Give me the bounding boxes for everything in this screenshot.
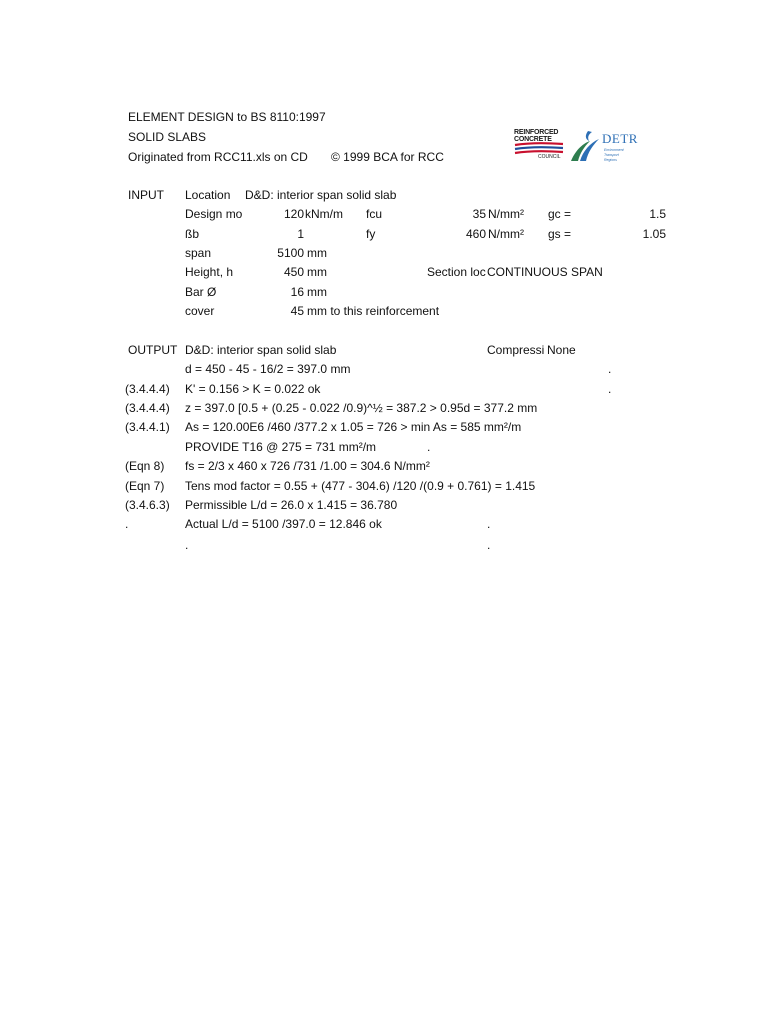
cell-marker: . bbox=[608, 362, 612, 376]
calculation-line: Actual L/d = 5100 /397.0 = 12.846 ok bbox=[185, 517, 382, 531]
cover-unit: mm to this reinforcement bbox=[307, 304, 440, 318]
fy-value: 460 bbox=[465, 227, 486, 241]
clause-reference: (3.4.4.4) bbox=[125, 401, 170, 415]
calculation-line: z = 397.0 [0.5 + (0.25 - 0.022 /0.9)^½ = 387.2 > 0.95d = 377.2 mm bbox=[185, 401, 538, 415]
clause-reference: (3.4.6.3) bbox=[125, 498, 170, 512]
fy-unit: N/mm² bbox=[488, 227, 524, 241]
clause-reference: (Eqn 7) bbox=[125, 479, 165, 493]
calculation-line: Tens mod factor = 0.55 + (477 - 304.6) /120 /(0.9 + 0.761) = 1.415 bbox=[185, 479, 536, 493]
span-unit: mm bbox=[307, 246, 327, 260]
calculation-line: . bbox=[185, 538, 189, 552]
cell-marker: . bbox=[427, 440, 431, 454]
height-value: 450 bbox=[283, 265, 304, 279]
design-moment-label: Design mo bbox=[185, 207, 243, 221]
detr-logo bbox=[568, 128, 648, 164]
gc-value: 1.5 bbox=[649, 207, 666, 221]
detr-logo-sub-3: Regions bbox=[604, 158, 617, 162]
origin-note: Originated from RCC11.xls on CD bbox=[128, 150, 308, 164]
location-value: D&D: interior span solid slab bbox=[245, 188, 397, 202]
gs-label: gs = bbox=[548, 227, 572, 241]
detr-logo-word: DETR bbox=[602, 131, 638, 146]
clause-reference: (3.4.4.1) bbox=[125, 420, 170, 434]
section-location-label: Section loc bbox=[427, 265, 486, 279]
calculation-line: PROVIDE T16 @ 275 = 731 mm²/m bbox=[185, 440, 377, 454]
rcc-logo-line-1: REINFORCED bbox=[514, 129, 559, 136]
calculation-line: Permissible L/d = 26.0 x 1.415 = 36.780 bbox=[185, 498, 398, 512]
clause-reference: (3.4.4.4) bbox=[125, 382, 170, 396]
clause-reference: (Eqn 8) bbox=[125, 459, 165, 473]
betab-label: ßb bbox=[185, 227, 200, 241]
fcu-value: 35 bbox=[472, 207, 486, 221]
fy-label: fy bbox=[366, 227, 376, 241]
location-label: Location bbox=[185, 188, 231, 202]
betab-value: 1 bbox=[297, 227, 304, 241]
design-moment-value: 120 bbox=[283, 207, 304, 221]
cell-marker: . bbox=[608, 382, 612, 396]
span-label: span bbox=[185, 246, 212, 260]
fcu-label: fcu bbox=[366, 207, 383, 221]
cover-label: cover bbox=[185, 304, 215, 318]
compression-label: Compressi bbox=[487, 343, 545, 357]
cell-marker: . bbox=[487, 517, 491, 531]
calculation-line: fs = 2/3 x 460 x 726 /731 /1.00 = 304.6 N/mm² bbox=[185, 459, 430, 473]
bar-diameter-value: 16 bbox=[290, 285, 304, 299]
height-label: Height, h bbox=[185, 265, 234, 279]
rcc-logo-line-2: CONCRETE bbox=[514, 136, 552, 143]
design-moment-unit: kNm/m bbox=[305, 207, 343, 221]
gs-value: 1.05 bbox=[642, 227, 666, 241]
output-title: D&D: interior span solid slab bbox=[185, 343, 337, 357]
detr-swoosh-icon bbox=[568, 129, 602, 163]
compression-value: None bbox=[547, 343, 576, 357]
gc-label: gc = bbox=[548, 207, 572, 221]
rcc-logo bbox=[514, 128, 564, 162]
fcu-unit: N/mm² bbox=[488, 207, 524, 221]
rcc-logo-line-3: COUNCIL bbox=[538, 154, 561, 160]
section-location-value: CONTINUOUS SPAN bbox=[487, 265, 603, 279]
clause-reference: . bbox=[125, 517, 129, 531]
bar-diameter-unit: mm bbox=[307, 285, 327, 299]
sheet-subtitle: SOLID SLABS bbox=[128, 130, 207, 144]
sheet-title: ELEMENT DESIGN to BS 8110:1997 bbox=[128, 110, 326, 124]
output-section-label: OUTPUT bbox=[128, 343, 178, 357]
calculation-line: d = 450 - 45 - 16/2 = 397.0 mm bbox=[185, 362, 351, 376]
detr-logo-sub-1: Environment bbox=[604, 148, 624, 152]
calculation-line: As = 120.00E6 /460 /377.2 x 1.05 = 726 > min As = 585 mm²/m bbox=[185, 420, 522, 434]
cell-marker: . bbox=[487, 538, 491, 552]
height-unit: mm bbox=[307, 265, 327, 279]
input-section-label: INPUT bbox=[128, 188, 164, 202]
bar-diameter-label: Bar Ø bbox=[185, 285, 217, 299]
cover-value: 45 bbox=[290, 304, 304, 318]
detr-logo-sub-2: Transport bbox=[604, 153, 619, 157]
calculation-line: K' = 0.156 > K = 0.022 ok bbox=[185, 382, 321, 396]
copyright-note: © 1999 BCA for RCC bbox=[331, 150, 444, 164]
span-value: 5100 bbox=[277, 246, 304, 260]
